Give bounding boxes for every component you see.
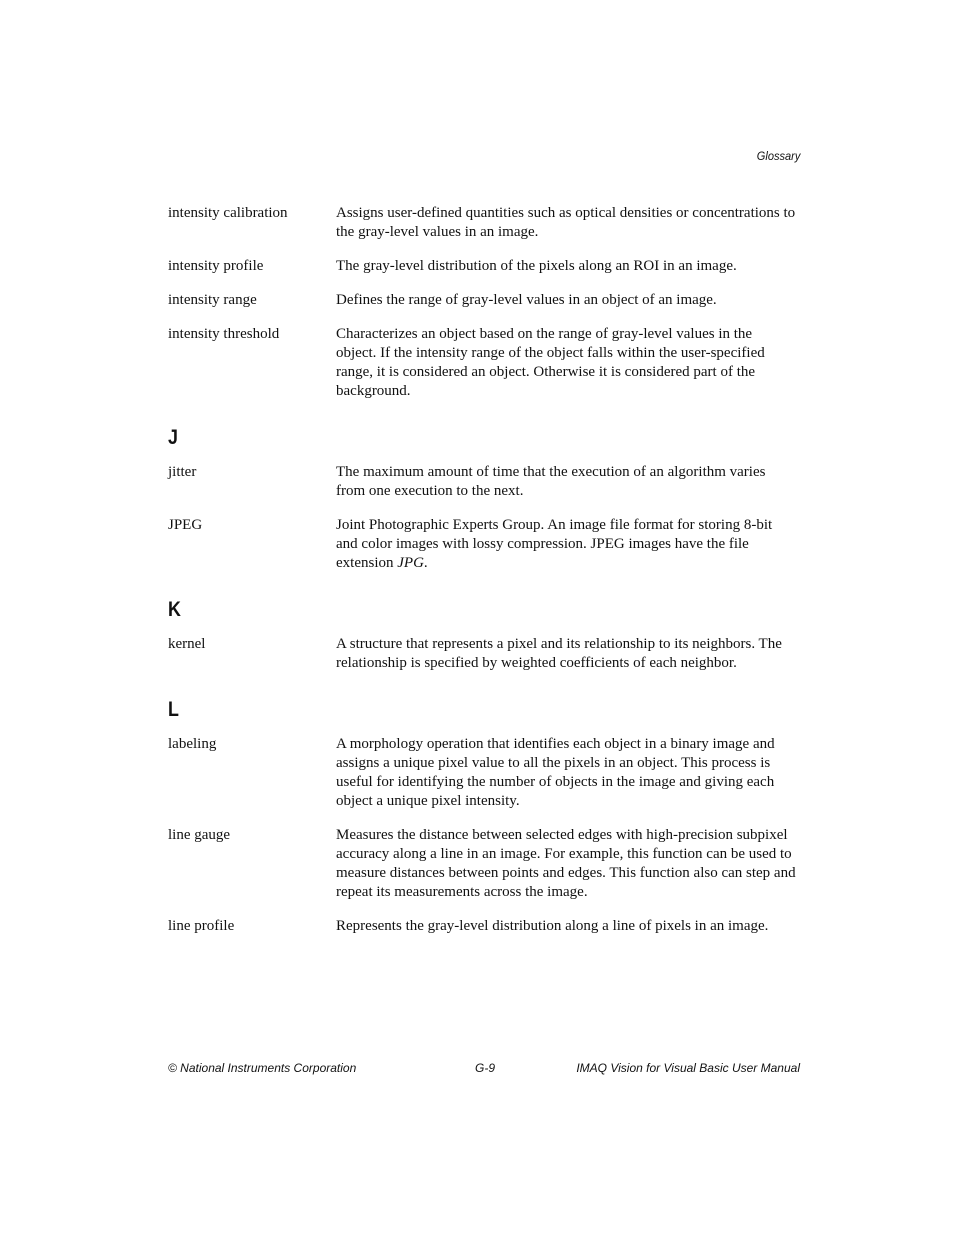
glossary-entry-intensity-threshold bbox=[168, 325, 800, 401]
footer-page-number: G-9 bbox=[475, 1061, 496, 1075]
glossary-definition: Defines the range of gray-level values in an object of an image. bbox=[336, 292, 717, 308]
running-head-section-title: Glossary bbox=[756, 149, 800, 163]
glossary-entry-jitter bbox=[168, 463, 800, 501]
glossary-term: intensity range bbox=[168, 292, 257, 308]
glossary-term: intensity calibration bbox=[168, 205, 288, 221]
glossary-definition: A structure that represents a pixel and its relationship to its neighbors. The relationship is specified by weighted coefficients of each neighbor. bbox=[336, 636, 782, 671]
glossary-definition: The gray-level distribution of the pixels along an ROI in an image. bbox=[336, 258, 737, 274]
section-heading-l: L bbox=[168, 698, 179, 721]
glossary-definition: Characterizes an object based on the range of gray-level values in the object. If the intensity range of the object falls within the user-specified range, it is considered an object. Otherwise it is considered part of the background. bbox=[336, 326, 765, 399]
glossary-term: line profile bbox=[168, 918, 235, 934]
file-extension-italic: JPG bbox=[397, 555, 424, 571]
glossary-term: intensity profile bbox=[168, 258, 264, 274]
definition-text: Joint Photographic Experts Group. An image file format for storing 8-bit and color images with lossy compression. JPEG images have the file extension bbox=[336, 517, 773, 571]
glossary-entry-intensity-calibration bbox=[168, 204, 800, 242]
glossary-term: labeling bbox=[168, 736, 217, 752]
glossary-definition: Measures the distance between selected edges with high-precision subpixel accuracy along a line in an image. For example, this function can be used to measure distances between points and edges. This function also can step and repeat its measurements across the image. bbox=[336, 827, 796, 900]
glossary-entry-labeling bbox=[168, 735, 800, 811]
glossary-entry-intensity-range bbox=[168, 291, 800, 310]
glossary-term: intensity threshold bbox=[168, 326, 280, 342]
footer-manual-title: IMAQ Vision for Visual Basic User Manual bbox=[576, 1061, 800, 1075]
glossary-entry-jpeg bbox=[168, 516, 800, 573]
definition-text-end: . bbox=[423, 555, 428, 571]
glossary-term: kernel bbox=[168, 636, 206, 652]
glossary-term: JPEG bbox=[168, 517, 203, 533]
section-heading-j: J bbox=[168, 426, 178, 449]
glossary-entry-intensity-profile bbox=[168, 257, 800, 276]
glossary-definition: The maximum amount of time that the execution of an algorithm varies from one execution to the next. bbox=[336, 464, 766, 499]
glossary-entry-kernel bbox=[168, 635, 800, 673]
glossary-definition: Represents the gray-level distribution along a line of pixels in an image. bbox=[336, 918, 769, 934]
glossary-entry-line-gauge bbox=[168, 826, 800, 902]
glossary-definition: A morphology operation that identifies each object in a binary image and assigns a unique pixel value to all the pixels in an object. This process is useful for identifying the number of objects in the image and giving each object a unique pixel intensity. bbox=[336, 736, 775, 809]
section-heading-k: K bbox=[168, 598, 181, 621]
glossary-content bbox=[168, 204, 800, 951]
glossary-entry-line-profile bbox=[168, 917, 800, 936]
glossary-definition bbox=[336, 516, 800, 573]
glossary-term: jitter bbox=[168, 464, 197, 480]
footer-copyright: © National Instruments Corporation bbox=[168, 1061, 357, 1075]
glossary-definition: Assigns user-defined quantities such as optical densities or concentrations to the gray-level values in an image. bbox=[336, 205, 796, 240]
glossary-term: line gauge bbox=[168, 827, 231, 843]
